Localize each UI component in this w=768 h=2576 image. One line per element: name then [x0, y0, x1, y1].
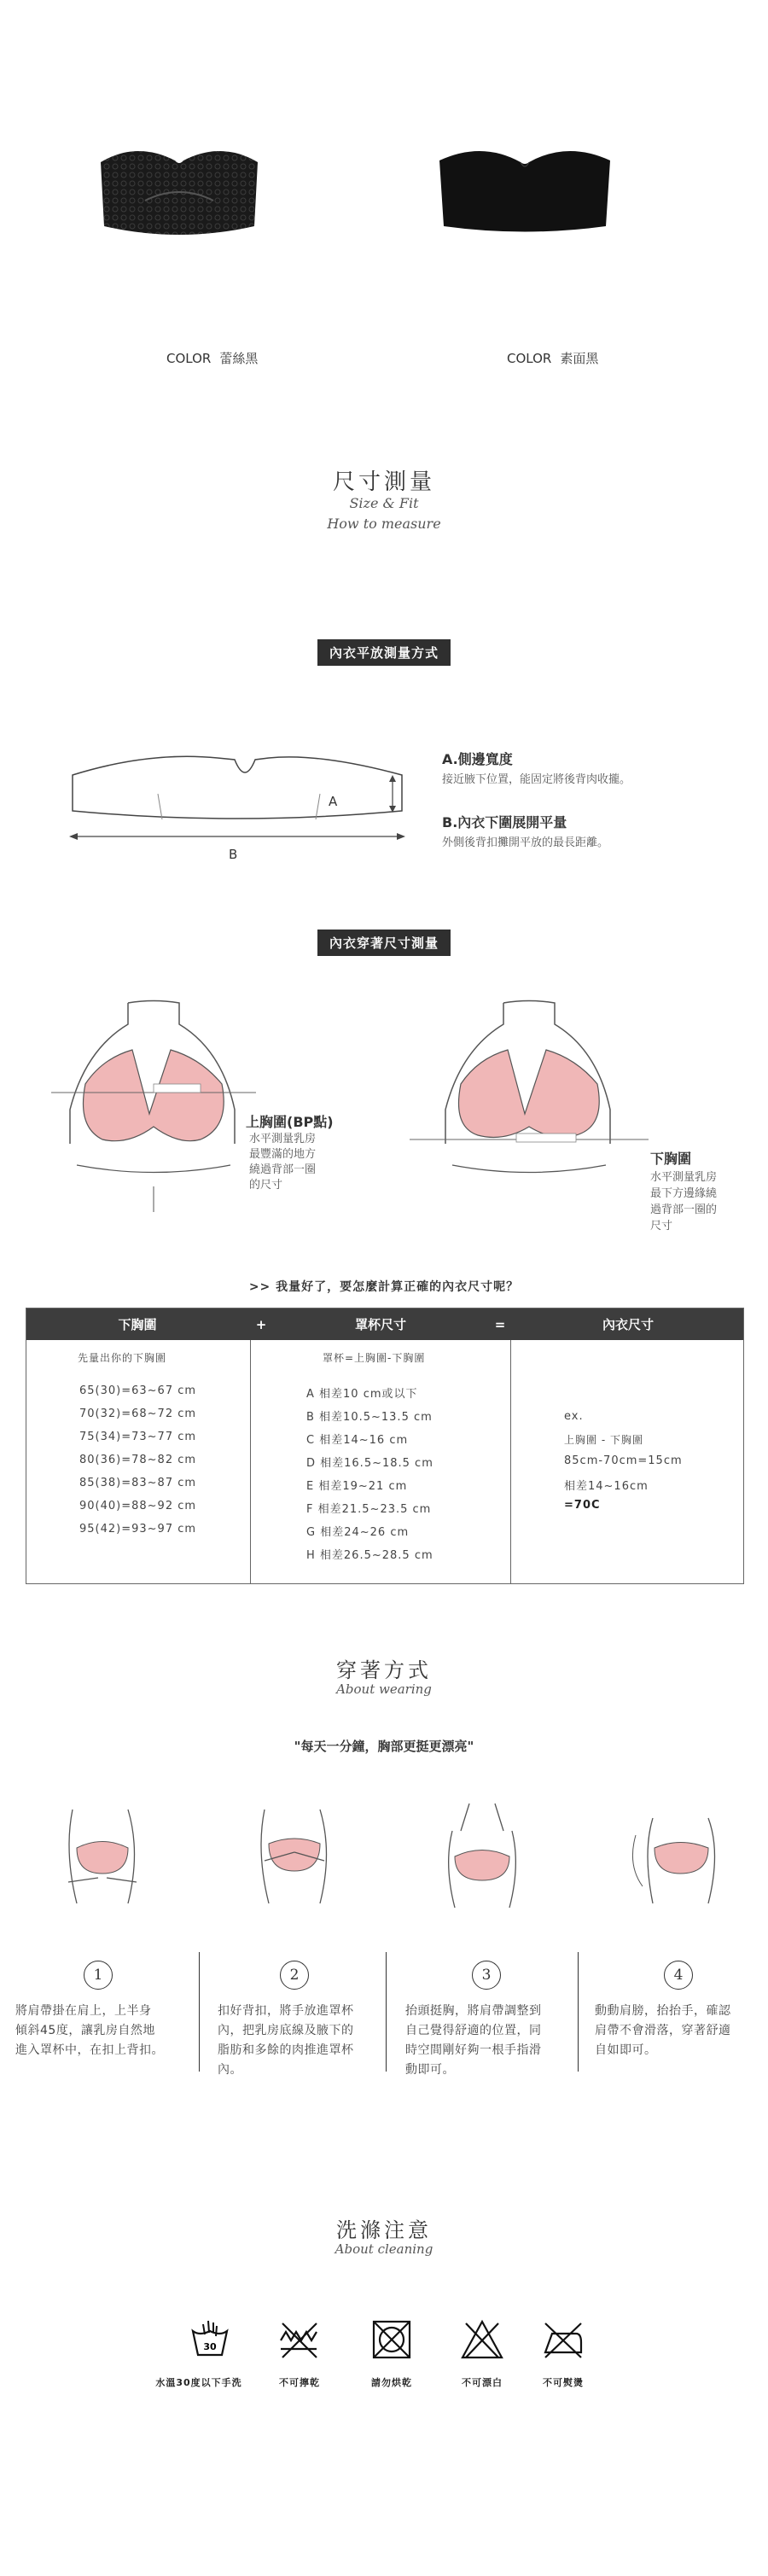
header-underbust: 下胸圍 [118, 1317, 157, 1332]
wash-label-wring: 不可擰乾 [279, 2377, 320, 2388]
col2-sub: 罩杯=上胸圍-下胸圍 [323, 1352, 426, 1364]
example-line: 上胸圍 - 下胸圍 [564, 1434, 643, 1446]
step1-number: 1 [84, 1961, 113, 1990]
step3-number: 3 [472, 1961, 501, 1990]
flat-label-a: A [329, 794, 338, 809]
under-desc-line: 最下方邊緣繞 [650, 1187, 718, 1200]
product-plain-black [435, 137, 614, 248]
step-text-line: 內。 [218, 2063, 242, 2077]
wearing-script: About wearing [336, 1681, 432, 1697]
flat-b-desc: 外側後背扣攤開平放的最長距離。 [442, 836, 609, 849]
step-divider [578, 1952, 579, 2072]
step3-text [405, 2002, 576, 2080]
flat-label-b: B [229, 847, 238, 862]
step-text-line: 動即可。 [405, 2063, 455, 2077]
upper-desc-line: 最豐滿的地方 [249, 1148, 317, 1161]
col1-row: 85(38)=83~87 cm [79, 1477, 197, 1489]
color-caption-lace: COLOR 蕾絲黑 [166, 351, 259, 366]
step2-illustration [247, 1801, 341, 1929]
step-text-line: 內，把乳房底線及腋下的 [218, 2024, 354, 2037]
step-text-line: 扣好背扣，將手放進罩杯 [218, 2004, 354, 2018]
step-text-line: 肩帶不會滑落，穿著舒適 [595, 2024, 731, 2037]
header-plus: + [255, 1316, 267, 1332]
col1-row: 75(34)=73~77 cm [79, 1431, 197, 1443]
example-line: 相差14~16cm [564, 1480, 649, 1493]
step1-illustration [55, 1801, 149, 1929]
under-desc-line: 尺寸 [650, 1220, 673, 1233]
col1-row: 65(30)=63~67 cm [79, 1384, 197, 1397]
upper-bust-desc [249, 1132, 316, 1193]
hand-wash-30-icon [188, 2317, 232, 2362]
under-bust-figure [410, 999, 649, 1221]
size-section-script2: How to measure [327, 516, 441, 532]
step4-illustration [627, 1801, 730, 1929]
col-cup [251, 1340, 510, 1583]
under-desc-line: 過背部一圈的 [650, 1203, 718, 1216]
col2-row: H 相差26.5~28.5 cm [306, 1549, 433, 1562]
step1-text [15, 2002, 195, 2060]
size-question: >> 我量好了，要怎麼計算正確的內衣尺寸呢？ [248, 1280, 520, 1294]
col1-row: 90(40)=88~92 cm [79, 1500, 197, 1512]
header-equals: = [494, 1316, 506, 1332]
step-text-line: 時空間剛好夠一根手指滑 [405, 2043, 542, 2057]
step4-text [595, 2002, 761, 2060]
step-text-line: 動動肩膀，抬抬手，確認 [595, 2004, 731, 2018]
col1-row: 70(32)=68~72 cm [79, 1407, 197, 1420]
flat-b-title: B.內衣下圍展開平量 [442, 814, 567, 830]
size-section-title: 尺寸測量 [332, 469, 435, 495]
example-line: 85cm-70cm=15cm [564, 1454, 683, 1467]
col2-row: E 相差19~21 cm [306, 1480, 408, 1493]
step-text-line: 自如即可。 [595, 2043, 657, 2057]
col1-row: 95(42)=93~97 cm [79, 1523, 197, 1536]
header-bra-size: 內衣尺寸 [602, 1317, 654, 1332]
washing-title: 洗滌注意 [336, 2218, 432, 2242]
step-text-line: 傾斜45度，讓乳房自然地 [15, 2024, 155, 2037]
col1-row: 80(36)=78~82 cm [79, 1454, 197, 1466]
wash-label-bleach: 不可漂白 [462, 2377, 503, 2388]
col2-row: D 相差16.5~18.5 cm [306, 1457, 433, 1470]
wearing-slogan: "每天一分鐘，胸部更挺更漂亮" [294, 1739, 474, 1754]
flat-a-title: A.側邊寬度 [442, 751, 513, 767]
wearing-title: 穿著方式 [336, 1658, 432, 1682]
upper-desc-line: 的尺寸 [249, 1179, 283, 1192]
no-wring-icon [277, 2320, 322, 2361]
col2-row: C 相差14~16 cm [306, 1434, 409, 1447]
under-desc-line: 水平測量乳房 [650, 1171, 718, 1184]
under-bust-desc [650, 1169, 717, 1234]
col2-row: G 相差24~26 cm [306, 1526, 410, 1539]
no-tumble-dry-icon [370, 2318, 413, 2361]
step3-illustration [431, 1797, 533, 1933]
step4-number: 4 [664, 1961, 693, 1990]
flat-a-desc: 接近腋下位置，能固定將後背肉收攏。 [442, 773, 631, 786]
flat-bra-diagram [64, 734, 414, 854]
col-example [511, 1340, 743, 1583]
washing-script: About cleaning [335, 2241, 433, 2257]
wash-label-dry: 請勿烘乾 [371, 2377, 412, 2388]
col2-row: F 相差21.5~23.5 cm [306, 1503, 432, 1516]
step-divider [386, 1952, 387, 2072]
step-text-line: 自己覺得舒適的位置，同 [405, 2024, 542, 2037]
col-underbust [26, 1340, 250, 1583]
color-caption-plain: COLOR 素面黑 [507, 351, 599, 366]
size-table [26, 1308, 744, 1584]
example-line: =70C [564, 1499, 601, 1512]
col1-sub: 先量出你的下胸圍 [78, 1352, 167, 1364]
under-bust-title: 下胸圍 [650, 1151, 692, 1167]
product-lace-black [94, 137, 265, 248]
step-text-line: 進入罩杯中，在扣上背扣。 [15, 2043, 164, 2057]
step-text-line: 抬頭挺胸，將肩帶調整到 [405, 2004, 542, 2018]
upper-desc-line: 水平測量乳房 [249, 1133, 317, 1145]
col2-row: A 相差10 cm或以下 [306, 1388, 418, 1401]
size-table-header [26, 1308, 743, 1340]
step-text-line: 將肩帶掛在肩上，上半身 [15, 2004, 152, 2018]
no-bleach-icon [459, 2318, 505, 2361]
example-line: ex. [564, 1410, 584, 1423]
svg-text:30: 30 [203, 2341, 217, 2352]
size-section-script1: Size & Fit [349, 495, 419, 511]
step-divider [199, 1952, 200, 2072]
flat-measure-title: 內衣平放測量方式 [317, 639, 451, 666]
upper-bust-figure [51, 999, 256, 1221]
step2-number: 2 [280, 1961, 309, 1990]
step-text-line: 脂肪和多餘的肉推進罩杯 [218, 2043, 354, 2057]
wear-measure-title: 內衣穿著尺寸測量 [317, 930, 451, 956]
no-iron-icon [540, 2318, 586, 2361]
wash-label-iron: 不可熨燙 [543, 2377, 584, 2388]
header-cup: 罩杯尺寸 [354, 1317, 406, 1332]
step2-text [218, 2002, 384, 2080]
wash-label-hand: 水溫30度以下手洗 [155, 2377, 242, 2388]
upper-desc-line: 繞過背部一圈 [249, 1163, 317, 1176]
col2-row: B 相差10.5~13.5 cm [306, 1411, 433, 1424]
upper-bust-title: 上胸圍(BP點) [246, 1114, 334, 1130]
